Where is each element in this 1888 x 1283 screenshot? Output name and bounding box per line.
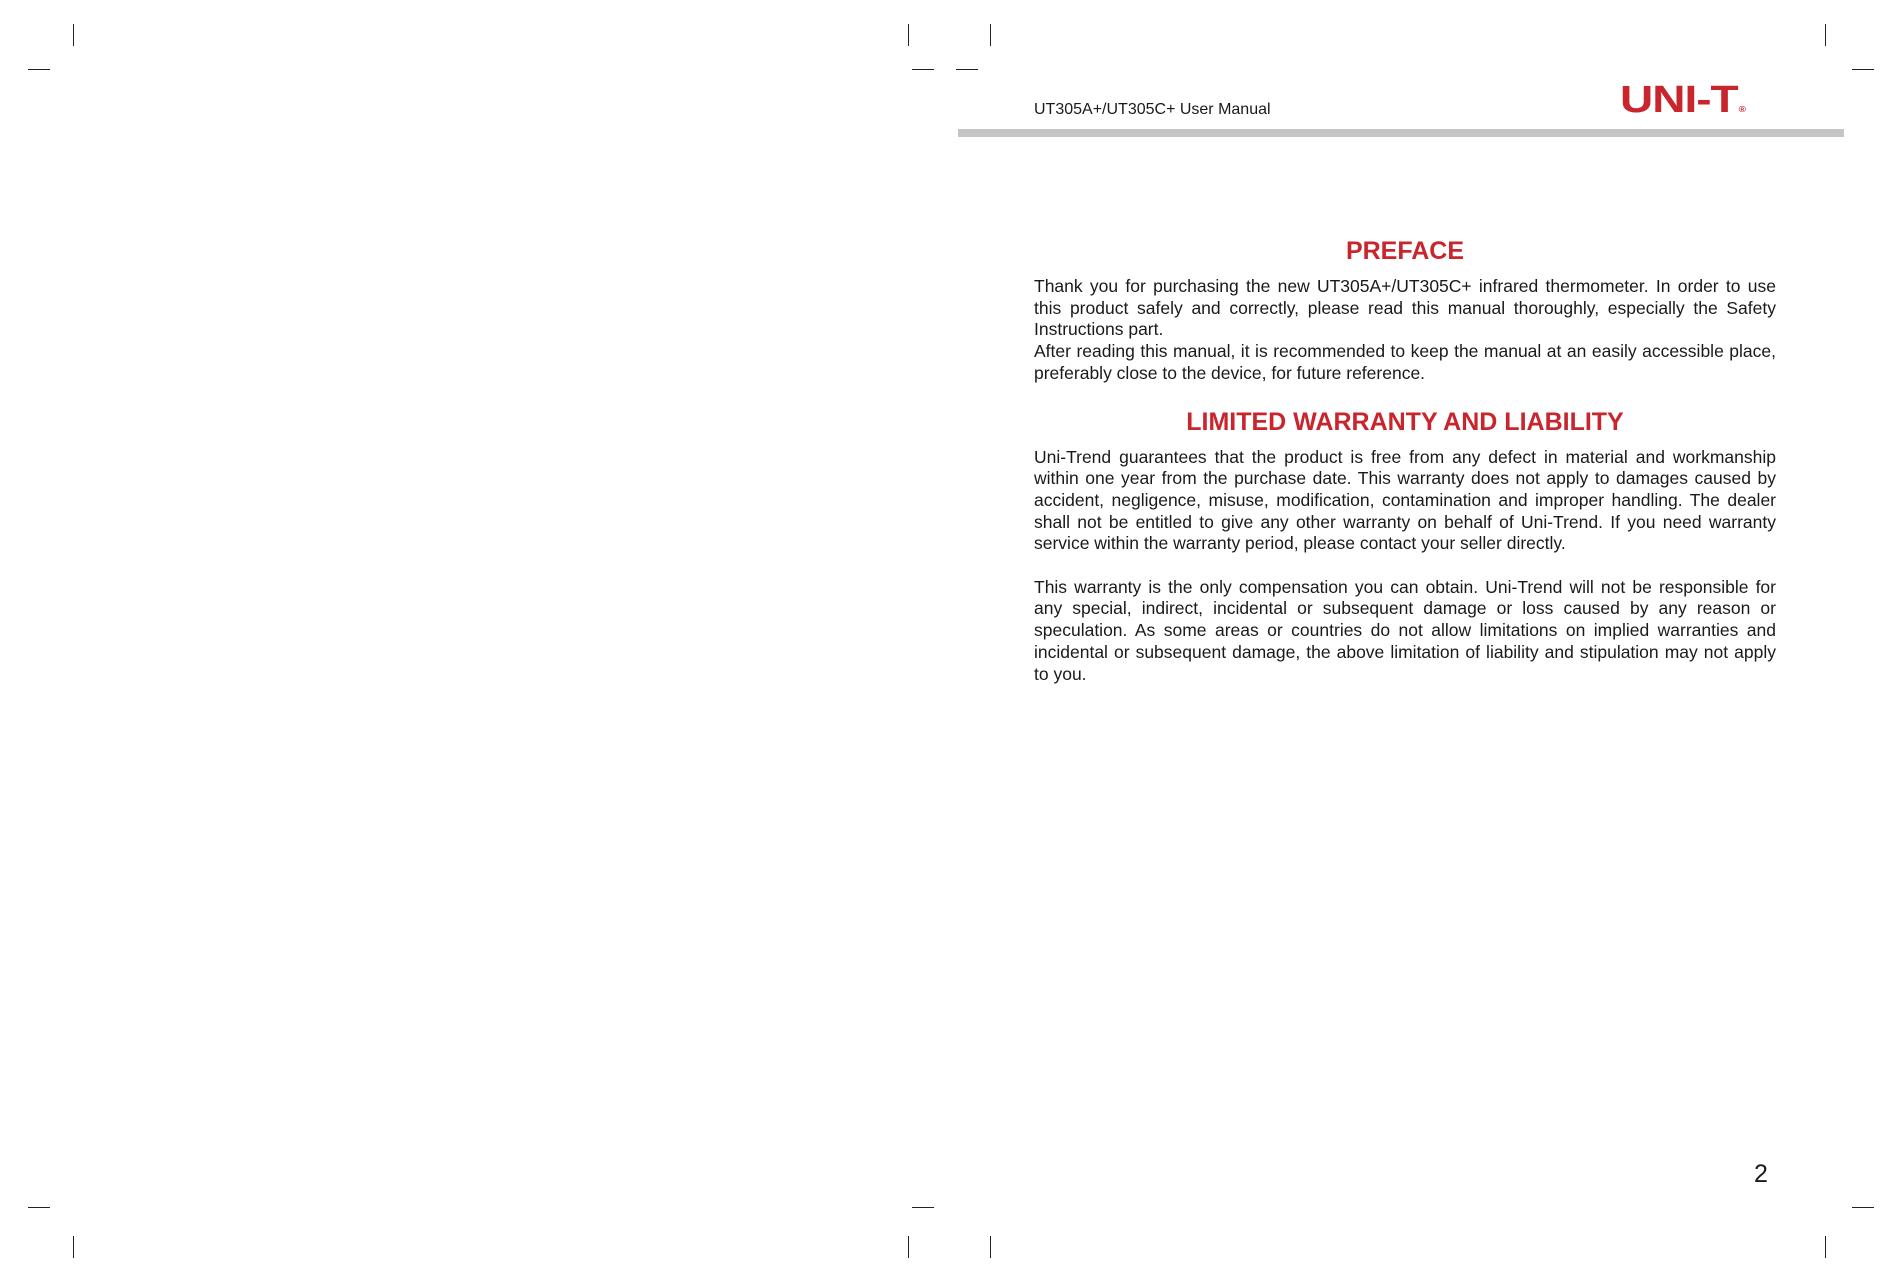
registered-mark: ® [1738,105,1747,115]
uni-t-logo [1620,77,1747,121]
crop-mark [1852,69,1874,70]
page-number: 2 [1754,1160,1768,1188]
manual-header-title: UT305A+/UT305C+ User Manual [1034,101,1271,118]
header-rule [958,129,1844,137]
page-content [1034,236,1776,685]
warranty-paragraph: Uni-Trend guarantees that the product is free from any defect in material and workmanship within one year from the purchase date. This warranty does not apply to damages caused by accident, negligence, misuse, modification, contamination and improper handling. The dealer shall not be entitled to give any other warranty on behalf of Uni-Trend. If you need warranty service within the warranty period, please contact your seller directly. [1034,446,1776,554]
warranty-heading: LIMITED WARRANTY AND LIABILITY [1186,407,1624,436]
preface-paragraph: Thank you for purchasing the new UT305A+/UT305C+ infrared thermometer. In order to use this product safely and correctly, please read this manual thoroughly, especially the Safety Instructions part. [1034,276,1776,340]
manual-page [958,0,1848,1283]
crop-mark [1852,1207,1874,1208]
brand-name: UNI-T [1620,77,1738,121]
warranty-paragraph: This warranty is the only compensation you can obtain. Uni-Trend will not be responsible for any special, indirect, incidental or subsequent damage or loss caused by any reason or speculation. As some areas or countries do not allow limitations on implied warranties and incidental or subsequent damage, the above limitation of liability and stipulation may not apply to you. [1034,576,1776,684]
preface-heading: PREFACE [1345,237,1465,265]
preface-paragraph: After reading this manual, it is recommended to keep the manual at an easily accessible place, preferably close to the device, for future reference. [1034,341,1776,383]
